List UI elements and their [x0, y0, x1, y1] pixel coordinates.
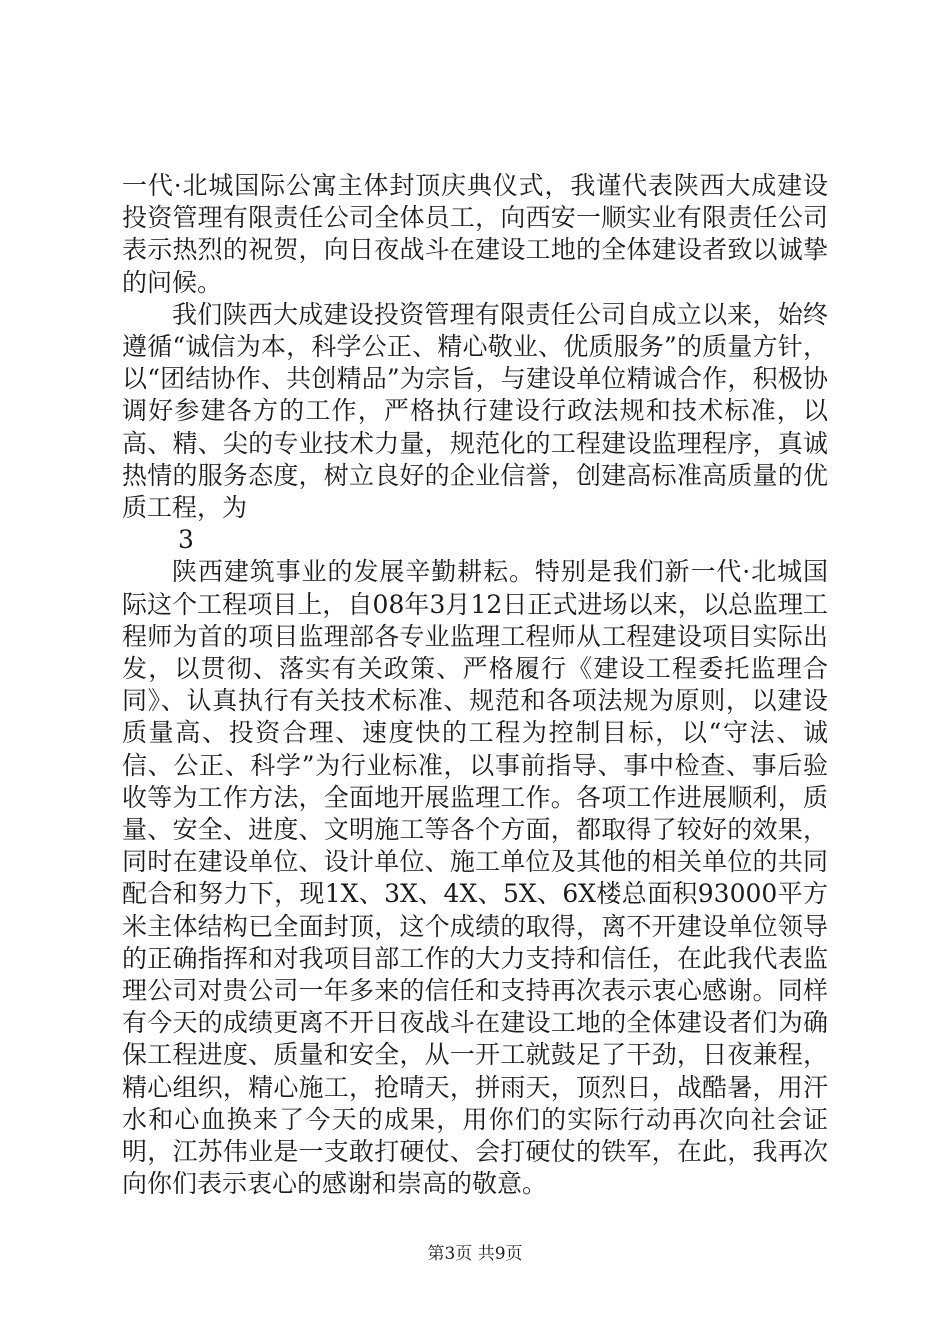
page-footer: 第3页 共9页: [427, 1244, 523, 1264]
document-body: [122, 170, 828, 1201]
paragraph-1: 一代·北城国际公寓主体封顶庆典仪式，我谨代表陕西大成建设投资管理有限责任公司全体员工，向西安一顺实业有限责任公司表示热烈的祝贺，向日夜战斗在建设工地的全体建设者致以诚挚的问候。: [122, 171, 828, 297]
inline-page-number: 3: [178, 525, 194, 555]
paragraph-3: 陕西建筑事业的发展辛勤耕耘。特别是我们新一代·北城国际这个工程项目上，自08年3月12日正式进场以来，以总监理工程师为首的项目监理部各专业监理工程师从工程建设项目实际出发，以贯彻、落实有关政策、严格履行《建设工程委托监理合同》、认真执行有关技术标准、规范和各项法规为原则，以建设质量高、投资合理、速度快的工程为控制目标，以“守法、诚信、公正、科学”为行业标准，以事前指导、事中检查、事后验收等为工作方法，全面地开展监理工作。各项工作进展顺利，质量、安全、进度、文明施工等各个方面，都取得了较好的效果，同时在建设单位、设计单位、施工单位及其他的相关单位的共同配合和努力下，现1X、3X、4X、5X、6X楼总面积93000平方米主体结构已全面封顶，这个成绩的取得，离不开建设单位领导的正确指挥和对我项目部工作的大力支持和信任，在此我代表监理公司对贵公司一年多来的信任和支持再次表示衷心感谢。同样有今天的成绩更离不开日夜战斗在建设工地的全体建设者们为确保工程进度、质量和安全，从一开工就鼓足了干劲，日夜兼程，精心组织，精心施工，抢晴天，拼雨天，顶烈日，战酷暑，用汗水和心血换来了今天的成果，用你们的实际行动再次向社会证明，江苏伟业是一支敢打硬仗、会打硬仗的铁军，在此，我再次向你们表示衷心的感谢和崇高的敬意。: [122, 557, 828, 1199]
paragraph-2: 我们陕西大成建设投资管理有限责任公司自成立以来，始终遵循“诚信为本，科学公正、精心敬业、优质服务”的质量方针，以“团结协作、共创精品”为宗旨，与建设单位精诚合作，积极协调好参建各方的工作，严格执行建设行政法规和技术标准，以高、精、尖的专业技术力量，规范化的工程建设监理程序，真诚热情的服务态度，树立良好的企业信誉，创建高标准高质量的优质工程，为: [122, 299, 828, 523]
